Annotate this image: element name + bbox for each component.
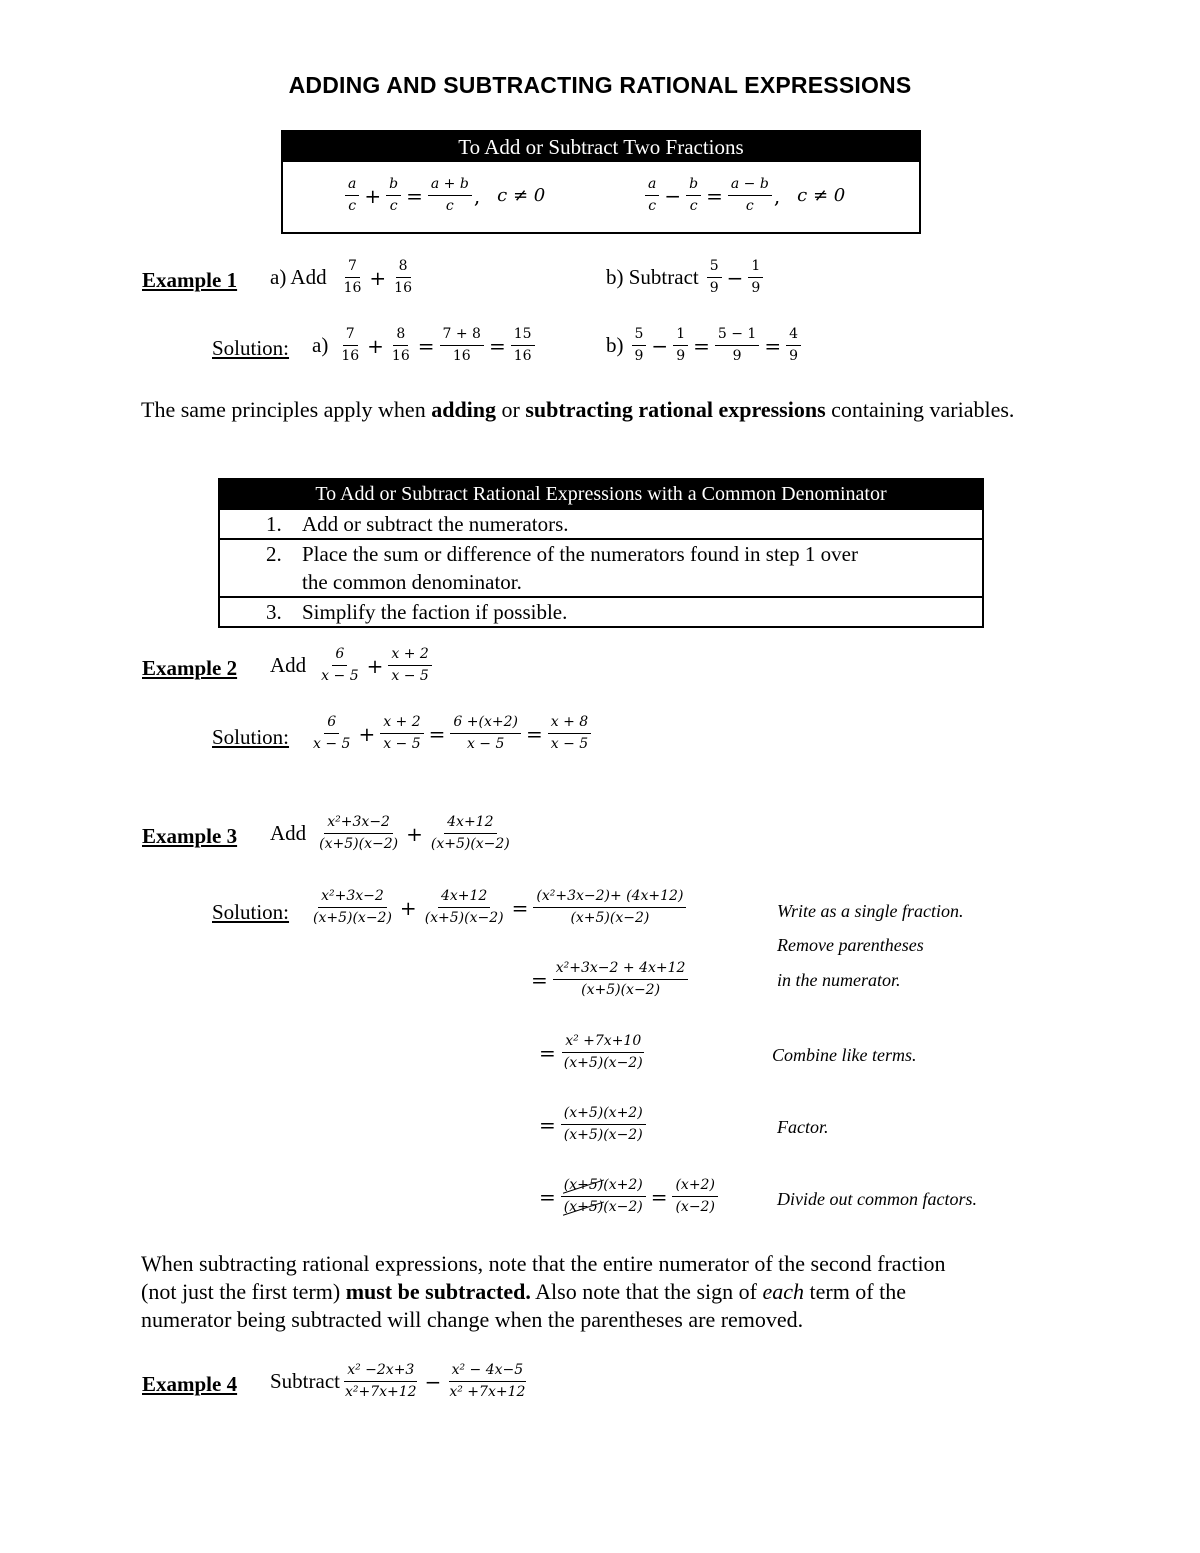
fraction: $\frac{7}{16}$ (343, 258, 362, 296)
fraction: $\frac{a}{c}$ (345, 176, 359, 215)
subtract-rule-formula: $\frac{a}{c}$ − $\frac{b}{c}$ = $\frac{a - b}{c}$ , c ≠ 0 (643, 176, 845, 215)
fraction: $\frac{(x+5)(x+2)}{(x+5)(x-2)}$ (561, 1177, 646, 1216)
fraction: $\frac{x + 2}{x - 5}$ (388, 646, 431, 685)
fraction: $\frac{x + 2}{x - 5}$ (380, 714, 423, 753)
note-in-numerator: in the numerator. (777, 970, 901, 990)
example-1-label: Example 1 (142, 268, 238, 292)
example-1-solution-b: b) $\frac{5}{9}$ − $\frac{1}{9}$ = $\frac{5 - 1}{9}$ = $\frac{4}{9}$ (606, 326, 803, 365)
fraction: $\frac{4}{9}$ (786, 326, 801, 365)
example-3-solution-step-5: = $\frac{(x+5)(x+2)}{(x+5)(x-2)}$ = $\frac{(x+2)}{(x-2)}$ (536, 1177, 720, 1216)
fraction: $\frac{8}{16}$ (391, 326, 410, 364)
example-3-solution-step-1: $\frac{\text{x²+3x−2}}{(x+5)(x-2)}$ + $\frac{4x+12}{(x+5)(x-2)}$ = $\frac{\text{(x²+3x−2)+ (4x+12)}}{(x+5)(x-2)}$ (308, 888, 688, 927)
fraction: $\frac{6}{x - 5}$ (313, 714, 351, 752)
rule-table-common-denominator (218, 478, 984, 628)
fraction: $\frac{(x+5)(x+2)}{(x+5)(x-2)}$ (561, 1105, 646, 1144)
example-1-part-a: a) Add $\frac{7}{16}$ + $\frac{8}{16}$ (270, 258, 417, 297)
cancelled-factor: (x+5) (563, 1177, 604, 1193)
example-2-solution: $\frac{6}{x - 5}$ + $\frac{x + 2}{x - 5}$ = $\frac{6 +(x+2)}{x - 5}$ = $\frac{x + 8}{x - 5}$ (308, 714, 593, 753)
note-factor: Factor. (777, 1117, 829, 1137)
example-2-solution-label: Solution: (212, 725, 290, 749)
add-rule-formula: $\frac{a}{c}$ + $\frac{b}{c}$ = $\frac{a + b}{c}$ , c ≠ 0 (343, 176, 545, 215)
fraction: $\frac{7}{16}$ (341, 326, 360, 364)
condition: c ≠ 0 (797, 185, 846, 206)
fraction: $\frac{b}{c}$ (386, 176, 401, 215)
fraction: $\frac{8}{16}$ (394, 258, 412, 296)
example-3-solution-step-4: = $\frac{(x+5)(x+2)}{(x+5)(x-2)}$ (536, 1105, 648, 1144)
fraction: $\frac{1}{9}$ (748, 258, 763, 297)
step-1: 1. Add or subtract the numerators. (220, 508, 982, 538)
example-3-solution-label: Solution: (212, 900, 290, 924)
note-combine-like-terms: Combine like terms. (772, 1045, 917, 1065)
intro-paragraph: The same principles apply when adding or subtracting rational expressions containing variables. (141, 397, 1015, 422)
fraction: $\frac{b}{c}$ (686, 176, 701, 215)
fraction: $\frac{5 - 1}{9}$ (715, 326, 759, 365)
page-title: ADDING AND SUBTRACTING RATIONAL EXPRESSIONS (288, 72, 912, 98)
example-1-solution-a: a) $\frac{7}{16}$ + $\frac{8}{16}$ = $\frac{7 + 8}{16}$ = $\frac{15}{16}$ (312, 326, 537, 365)
cancelled-factor: (x+5) (563, 1199, 604, 1215)
example-3-label: Example 3 (142, 824, 238, 848)
example-1-part-b: b) Subtract $\frac{5}{9}$ − $\frac{1}{9}$ (606, 258, 765, 297)
fraction: $\frac{a - b}{c}$ (728, 176, 772, 215)
note-single-fraction: Write as a single fraction. (777, 901, 964, 921)
fraction: $\frac{\text{x² −2x+3}}{\text{x²+7x+12}}$ (344, 1362, 417, 1400)
fraction: $\frac{a + b}{c}$ (428, 176, 472, 215)
example-4-label: Example 4 (142, 1372, 238, 1396)
fraction: $\frac{4x+12}{(x+5)(x-2)}$ (424, 888, 504, 926)
example-4-problem: Subtract $\frac{\text{x² −2x+3}}{\text{x²+7x+12}}$ − $\frac{\text{x² − 4x−5}}{\text{x² +7x+12}}$ (270, 1362, 530, 1401)
example-1-solution-label: Solution: (212, 336, 290, 360)
note-divide-common-factors: Divide out common factors. (777, 1189, 977, 1209)
subtraction-note-paragraph: When subtracting rational expressions, note that the entire numerator of the second fraction (not just the first term) must be subtracted. Also note that the sign of each term of the numerator being subtracted will change when the parentheses are removed. (141, 1251, 946, 1332)
fraction: $\frac{\text{(x²+3x−2)+ (4x+12)}}{(x+5)(x-2)}$ (533, 888, 686, 927)
fraction: $\frac{6 +(x+2)}{x - 5}$ (450, 714, 521, 753)
note-remove-parentheses: Remove parentheses (777, 935, 924, 955)
fraction: $\frac{x + 8}{x - 5}$ (548, 714, 591, 753)
rule-table-two-fractions (281, 130, 921, 234)
rule-table-header: To Add or Subtract Rational Expressions with a Common Denominator (220, 480, 982, 508)
fraction: $\frac{6}{x - 5}$ (321, 646, 359, 684)
fraction: $\frac{a}{c}$ (645, 176, 659, 215)
fraction: $\frac{\text{x²+3x−2 + 4x+12}}{(x+5)(x-2)}$ (553, 960, 689, 999)
example-3-problem: Add $\frac{\text{x²+3x−2}}{(x+5)(x-2)}$ + $\frac{4x+12}{(x+5)(x-2)}$ (270, 814, 515, 853)
fraction: $\frac{\text{x²+3x−2}}{(x+5)(x-2)}$ (319, 814, 399, 852)
fraction: $\frac{\text{x² +7x+10}}{(x+5)(x-2)}$ (563, 1033, 643, 1071)
fraction: $\frac{1}{9}$ (673, 326, 688, 365)
step-3: 3. Simplify the faction if possible. (220, 596, 982, 626)
fraction: $\frac{5}{9}$ (707, 258, 722, 297)
fraction: $\frac{5}{9}$ (632, 326, 647, 365)
fraction: $\frac{\text{x² − 4x−5}}{\text{x² +7x+12}}$ (449, 1362, 526, 1400)
fraction: $\frac{7 + 8}{16}$ (440, 326, 484, 365)
fraction: $\frac{15}{16}$ (511, 326, 535, 365)
example-2-problem: Add $\frac{6}{x - 5}$ + $\frac{x + 2}{x - 5}$ (270, 646, 434, 685)
rule-table-header: To Add or Subtract Two Fractions (283, 132, 919, 162)
example-3-solution-step-3: = $\frac{\text{x² +7x+10}}{(x+5)(x-2)}$ (536, 1033, 648, 1072)
fraction: $\frac{4x+12}{(x+5)(x-2)}$ (430, 814, 510, 852)
fraction: $\frac{\text{x²+3x−2}}{(x+5)(x-2)}$ (313, 888, 392, 926)
step-2: 2. Place the sum or difference of the numerators found in step 1 over the common denominator. (220, 538, 982, 596)
condition: c ≠ 0 (497, 185, 546, 206)
fraction: $\frac{(x+2)}{(x-2)}$ (672, 1177, 717, 1216)
example-3-solution-step-2: = $\frac{\text{x²+3x−2 + 4x+12}}{(x+5)(x-2)}$ (528, 960, 690, 999)
example-2-label: Example 2 (142, 656, 238, 680)
